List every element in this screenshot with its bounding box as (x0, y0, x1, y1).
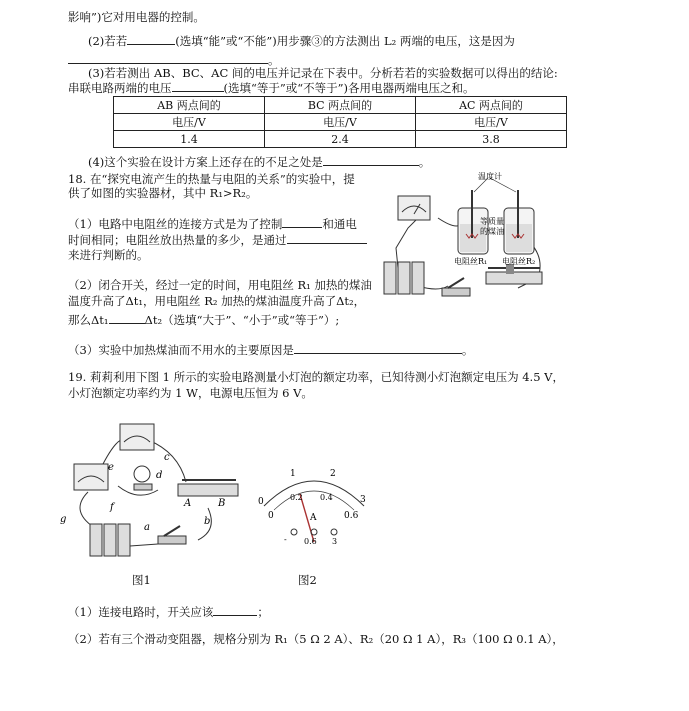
q18-2-prefix: 那么Δt₁ (68, 313, 109, 327)
voltage-table (113, 96, 567, 148)
question-18-1 (68, 216, 357, 231)
terminal-label: 0.6 (304, 537, 317, 546)
q18-3-prefix: （3）实验中加热煤油而不用水的主要原因是 (68, 343, 294, 357)
q2-prefix: (2)若若 (88, 34, 128, 48)
dial-tick: 1 (290, 469, 296, 479)
dial-tick: 0 (258, 497, 264, 507)
question-18-line2: 供了如图的实验器材，其中 R₁>R₂。 (68, 186, 258, 200)
dial-tick: 0.4 (320, 493, 333, 502)
answer-blank[interactable] (172, 80, 224, 92)
circuit-figure-1 (58, 412, 248, 572)
question-18-1-line3: 来进行判断的。 (68, 248, 149, 262)
text-line: 影响”)它对用电器的控制。 (68, 10, 205, 24)
q4-prefix: (4)这个实验在设计方案上还存在的不足之处是 (88, 155, 323, 169)
q19-1-end: ； (257, 605, 269, 619)
label-equal-oil: 等质量 (480, 217, 504, 226)
rheostat-icon (486, 264, 542, 284)
wire-label-g: g (60, 514, 67, 525)
q4-end: 。 (418, 155, 431, 169)
table-header-unit: 电压/V (416, 114, 567, 131)
beaker-r2-icon (504, 190, 534, 254)
rheostat-icon (178, 480, 238, 496)
ammeter-icon (120, 424, 154, 450)
answer-blank[interactable] (323, 154, 419, 166)
q2-end: 。 (268, 53, 280, 67)
dial-tick: 0.6 (344, 511, 359, 521)
question-18-2-line2: 温度升高了Δt₁，用电阻丝 R₂ 加热的煤油温度升高了Δt₂， (68, 294, 366, 308)
q3-suffix: (选填“等于”或“不等于”)各用电器两端电压之和。 (223, 81, 475, 95)
answer-blank[interactable] (287, 232, 367, 244)
heat-experiment-figure (378, 168, 560, 304)
label-r2: 电阻丝R₂ (502, 257, 536, 266)
question-19-1 (68, 604, 269, 619)
table-header-ac: AC 两点间的 (416, 97, 567, 114)
q18-1-prefix: （1）电路中电阻丝的连接方式是为了控制 (68, 217, 283, 231)
terminal-icon (311, 529, 317, 535)
dial-tick: 3 (360, 495, 366, 505)
table-header-unit: 电压/V (265, 114, 416, 131)
dial-tick: 2 (330, 469, 336, 479)
battery-icon (384, 262, 424, 294)
ammeter-icon (398, 196, 430, 220)
wire-label-c: c (164, 452, 170, 463)
answer-blank[interactable] (68, 52, 268, 64)
question-19-line2: 小灯泡额定功率约为 1 W，电源电压恒为 6 V。 (68, 386, 313, 400)
question-4 (88, 154, 430, 169)
table-cell: 3.8 (416, 131, 567, 148)
terminal-icon (291, 529, 297, 535)
question-18-3 (68, 342, 473, 357)
question-18: 18. 在“探究电流产生的热量与电阻的关系”的实验中，提 (68, 172, 355, 186)
q18-2-suffix: Δt₂（选填“大于”、“小于”或“等于”）; (144, 313, 340, 327)
question-19: 19. 莉莉利用下图 1 所示的实验电路测量小灯泡的额定功率，已知待测小灯泡额定电压为 4.5 V， (68, 370, 564, 384)
terminal-label: 3 (332, 537, 338, 546)
answer-blank[interactable] (213, 604, 257, 616)
figure-2-caption: 图2 (298, 573, 317, 587)
q18-3-end: 。 (461, 343, 474, 357)
table-cell: 1.4 (114, 131, 265, 148)
battery-icon (90, 524, 130, 556)
answer-blank[interactable] (127, 33, 175, 45)
label-thermometer: 温度计 (478, 172, 502, 181)
terminal-label-a: A (184, 498, 192, 509)
terminal-label: - (284, 535, 287, 544)
table-cell: 2.4 (265, 131, 416, 148)
label-r1: 电阻丝R₁ (454, 257, 488, 266)
ammeter-dial-figure-2 (252, 462, 376, 546)
q2-mid: (选填“能”或“不能”)用步骤③的方法测出 L₂ 两端的电压，这是因为 (175, 34, 515, 48)
wire-label-a: a (144, 522, 150, 533)
question-18-1-line2 (68, 232, 367, 247)
bulb-icon (134, 466, 152, 490)
switch-icon (158, 526, 186, 544)
question-18-2-line3 (68, 312, 339, 327)
terminal-label-b: B (218, 498, 226, 509)
question-2 (88, 33, 515, 48)
terminal-icon (331, 529, 337, 535)
table-header-bc: BC 两点间的 (265, 97, 416, 114)
q19-1-prefix: （1）连接电路时，开关应该 (68, 605, 214, 619)
wire-label-d: d (156, 470, 163, 481)
table-header-unit: 电压/V (114, 114, 265, 131)
voltmeter-icon (74, 464, 108, 490)
wire-label-f: f (110, 502, 114, 513)
wire-label-e: e (108, 462, 114, 473)
dial-tick: 0 (268, 511, 274, 521)
q18-1-suffix: 和通电 (322, 217, 357, 231)
wire-label-b: b (204, 516, 211, 527)
dial-tick: 0.2 (290, 493, 303, 502)
answer-blank[interactable] (282, 216, 322, 228)
question-18-2: （2）闭合开关，经过一定的时间，用电阻丝 R₁ 加热的煤油 (68, 278, 372, 292)
table-header-ab: AB 两点间的 (114, 97, 265, 114)
q18-1-line2: 时间相同；电阻丝放出热量的多少，是通过 (68, 233, 287, 247)
figure-1-caption: 图1 (132, 573, 151, 587)
question-2-continued (68, 52, 280, 67)
question-3: (3)若若测出 AB、BC、AC 间的电压并记录在下表中。分析若若的实验数据可以得出的结论: (88, 66, 558, 80)
question-3-line2 (68, 80, 475, 95)
dial-unit: A (310, 513, 317, 523)
question-19-2: （2）若有三个滑动变阻器，规格分别为 R₁（5 Ω 2 A）、R₂（20 Ω 1 A），R₃（100 Ω 0.1 A）， (68, 632, 564, 646)
q3-prefix: 串联电路两端的电压 (68, 81, 172, 95)
label-equal-oil: 的煤油 (480, 227, 504, 236)
answer-blank[interactable] (294, 342, 462, 354)
answer-blank[interactable] (109, 312, 145, 324)
